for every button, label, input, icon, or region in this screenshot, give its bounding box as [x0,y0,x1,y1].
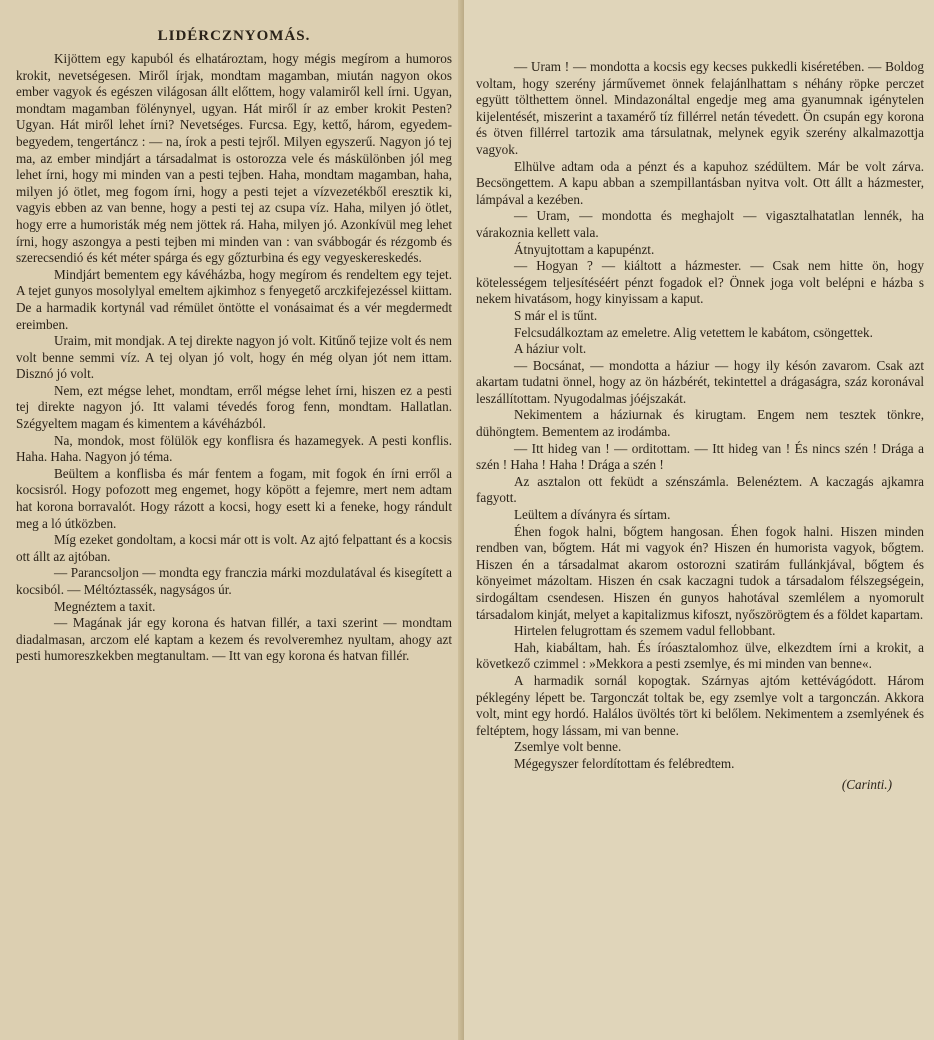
paragraph: Átnyujtottam a kapupénzt. [514,241,655,257]
paragraph: Mégegyszer felordítottam és felébredtem. [514,755,735,771]
paragraph: Az asztalon ott feküdt a szénszámla. Belenéztem. A kaczagás ajkamra fagyott. [476,473,924,506]
paragraph: Megnéztem a taxit. [54,598,156,614]
right-page [464,0,934,1040]
left-column [16,51,452,665]
paragraph: Na, mondok, most fölülök egy konflisra és hazamegyek. A pesti konflis. Haha. Haha. Nagyon jó téma. [16,432,452,465]
paragraph: — Uram, — mondotta és meghajolt — vigasztalhatatlan lennék, ha várakoznia kellett vala. [476,208,924,240]
paragraph: Elhülve adtam oda a pénzt és a kapuhoz szédültem. Már be volt zárva. Becsöngettem. A kapu abban a szempillantásban nyitva volt. Ott állt a házmester, lámpával a kezében. [476,158,924,207]
paragraph: — Uram ! — mondotta a kocsis egy kecses pukkedli kiséretében. — Boldog voltam, hogy szerény járművemet önnek felajánlhattam s néhány röpke perczet együtt tölthettem önnel. Mindazonáltal engedje meg ama gyanumnak igénytelen kijelentését, miszerint a taxamérő tíz fillérrel netán tévedett. Ön csupán egy korona és ötven fillérrel tartozik ama társulatnak, melynek egyik szerény alkalmazottja vagyok. [476,59,924,157]
right-column [476,59,924,773]
paragraph: — Hogyan ? — kiáltott a házmester. — Csak nem hitte ön, hogy kötelességem teljesítéséért pénzt fogadok el? Önnek joga volt belépni e házba s nekem hivatásom, hogy kinyissam a kaput. [476,258,924,307]
paragraph: A harmadik sornál kopogtak. Szárnyas ajtóm kettévágódott. Három péklegény lépett be. Targonczát toltak be, egy zsemlye volt a targonczán. Akkora volt, mint egy hordó. Halálos üvöltés tört ki belőlem. Nekimentem a zsemlyének és feltéptem, hogy lássam, mi van benne. [476,672,924,738]
paragraph: Éhen fogok halni, bőgtem hangosan. Éhen fogok halni. Hiszen minden rendben van, bőgtem. Hát mi vagyok én? Hiszen én humorista vagyok, bőgtem. Hiszen én a társadalmat akarom ostorozni szatirám fullánkjával, bőgtem és könyeimet mázoltam. Hiszen én csak kaczagni tudok a társadalom félszegségein, sirdogáltam csendesen. Hiszen én gunyos hahotával szemlélem a nyomorult társadalom kinját, melyet a kapitalizmus kifoszt, nyőszörögtem és a földet kapartam. [476,523,924,622]
paragraph: Míg ezeket gondoltam, a kocsi már ott is volt. Az ajtó felpattant és a kocsis ott állt az ajtóban. [16,532,452,564]
paragraph: Leültem a díványra és sírtam. [514,507,671,523]
paragraph: Nem, ezt mégse lehet, mondtam, erről mégse lehet írni, hiszen ez a pesti tej direkte nagyon jó. Itt valami tévedés forog fenn, mondtam. Hallatlan. Szégyeltem magam és kimentem a kávéházból. [16,382,452,432]
article-title: LIDÉRCZNYOMÁS. [157,28,311,44]
paragraph: A háziur volt. [514,341,587,357]
paragraph: Kijöttem egy kapuból és elhatároztam, hogy mégis megírom a humoros krokit, nevetségesen. Miről írjak, mondtam magamban, miután nagyon okos ember vagyok és egészen világosan állt előttem, hogy valamiről kell írni. Ugyan, mondtam magamban fölénynyel, ugyan. Hát miről ír az ember krokit Pesten? Ugyan. Hát miről lehet írni? Nevetséges. Furcsa. Egy, kettő, három, egyedem-begyedem, tengertáncz : — na, írok a pesti tejről. Milyen egyszerű. Nagyon jó tej ma, az ember mindjárt a társadalmat is ostorozza vele és máskülönben jól meg lehet írni, hogy mi minden van a pesti tejben. Haha, mondtam magamban, haha, milyen jó ötlet, meg fogom írni, hogy a pesti tejet a vízvezetékből eresztik ki, vagyis ebben az van benne, hogy a pesti tej az csupa víz. Haha, milyen jó ötlet, hogy erre a humoristák még nem jöttek rá. Haha, milyen jó. Azonkívül meg lehet írni, hogy aszongya a pesti tejben mi minden van : van svábbogár és rézgomb és szerecsendió és két méter spárga és egy gőzturbina és egy vegyeskereskedés. [16,51,452,266]
paragraph: Uraim, mit mondjak. A tej direkte nagyon jó volt. Kitűnő tejize volt és nem volt benne semmi víz. A tej olyan jó volt, hogy én még olyan jót nem ittam. Disznó jó volt. [16,333,452,382]
paragraph: Hah, kiabáltam, hah. És íróasztalomhoz ülve, elkezdtem írni a krokit, a következő czimmel : »Mekkora a pesti zsemlye, és mi minden van benne«. [476,639,924,672]
paragraph: — Bocsánat, — mondotta a háziur — hogy ily késón zavarom. Csak azt akartam tudatni önnel, hogy az ön házbérét, tekintettel a drágaságra, száz koronával leszállítottam. Nyugodalmas jóéjszakát. [476,357,924,406]
paragraph: — Magának jár egy korona és hatvan fillér, a taxi szerint — mondtam diadalmasan, arczom elé kaptam a kezem és revolveremhez nyultam, ahogy azt pesti humoreszkekben megtanultam. — Itt van egy korona és hatvan fillér. [16,615,452,664]
paragraph: — Parancsoljon — mondta egy franczia márki mozdulatával és kisegített a kocsiból. — Méltóztassék, nagyságos úr. [16,565,452,597]
paragraph: Felcsudálkoztam az emeletre. Alig vetettem le kabátom, csöngettek. [514,324,873,340]
paragraph: Zsemlye volt benne. [514,739,622,755]
paragraph: — Itt hideg van ! — orditottam. — Itt hideg van ! És nincs szén ! Drága a szén ! Haha ! Haha ! Drága a szén ! [476,440,924,473]
paragraph: Nekimentem a háziurnak és kirugtam. Engem nem tesztek tönkre, dühöngtem. Bementem az irodámba. [476,407,924,440]
paragraph: Beültem a konflisba és már fentem a fogam, mit fogok én írni erről a kocsisról. Hogy pofozott meg engemet, hogy köpött a fejemre, mert nem adtam hat korona borravalót. Hogy rázott a kocsi, hogy esett ki a feneke, hogy rándult meg a ló útközben. [16,465,452,531]
paragraph: S már el is tűnt. [514,307,598,323]
signature: (Carinti.) [841,776,892,792]
paragraph: Hirtelen felugrottam és szemem vadul fellobbant. [514,623,776,639]
left-page [0,0,464,1040]
paragraph: Mindjárt bementem egy kávéházba, hogy megírom és rendeltem egy tejet. A tejet gunyos mosolylyal emeltem ajkimhoz s fenyegető arczkifejezéssel kiittam. De a harmadik kortynál vad rémület öntötte el vonásaimat és a vér megdermedt ereimben. [16,266,452,332]
